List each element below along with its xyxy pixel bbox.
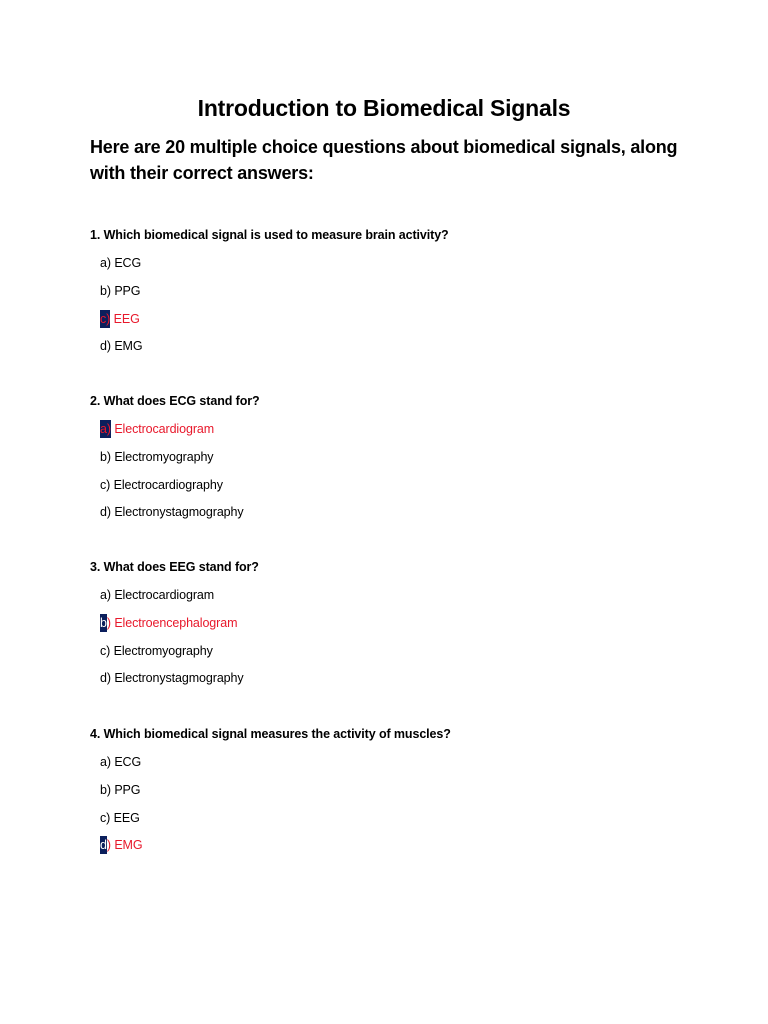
option-letter: c) — [100, 643, 111, 658]
option-letter: a) — [100, 256, 111, 270]
option-text: Electronystagmography — [114, 671, 244, 686]
option-text: EMG — [114, 339, 143, 354]
option-list — [90, 753, 730, 854]
option-letter-highlight: d — [100, 838, 107, 853]
option-text: Electromyography — [114, 449, 214, 464]
option-list — [90, 420, 730, 521]
option-c — [100, 642, 730, 660]
option-text: Electrocardiography — [113, 477, 223, 492]
question-text: 4. Which biomedical signal measures the activity of muscles? — [90, 727, 451, 741]
option-text: EEG — [113, 810, 140, 825]
option-text: ECG — [114, 755, 142, 769]
option-text: Electrocardiogram — [114, 588, 215, 602]
option-letter: b) — [100, 449, 111, 464]
option-text: PPG — [114, 283, 141, 298]
option-letter-highlight: c) — [100, 311, 111, 326]
option-a — [100, 254, 730, 272]
question-2 — [90, 392, 730, 531]
option-d — [100, 669, 730, 687]
question-3 — [90, 558, 730, 697]
correct-answer-text: Electroencephalogram — [114, 615, 238, 630]
document-intro: Here are 20 multiple choice questions about biomedical signals, along with their correct answers: — [90, 137, 678, 183]
option-list — [90, 586, 730, 687]
option-text: ECG — [114, 256, 142, 270]
option-a — [100, 586, 730, 604]
question-1 — [90, 226, 730, 365]
correct-answer-text: EEG — [113, 311, 140, 326]
option-letter: a) — [100, 755, 111, 769]
option-d — [100, 337, 730, 355]
option-text: Electromyography — [113, 643, 213, 658]
option-d-correct: d) EMG — [100, 838, 143, 853]
option-letter: a) — [100, 588, 111, 602]
option-letter: c) — [100, 810, 111, 825]
option-letter-highlight: b — [100, 615, 107, 630]
option-d — [100, 503, 730, 521]
question-4 — [90, 725, 730, 864]
option-letter: b) — [100, 782, 111, 797]
question-text: 2. What does ECG stand for? — [90, 394, 260, 408]
option-letter-highlight: a) — [100, 422, 111, 436]
option-a-correct — [100, 420, 730, 438]
option-letter: c) — [100, 477, 111, 492]
correct-answer-text: EMG — [114, 838, 143, 853]
option-list — [90, 254, 730, 355]
question-text: 3. What does EEG stand for? — [90, 560, 259, 574]
option-c — [100, 809, 730, 827]
option-letter: d) — [100, 671, 111, 686]
document-title: Introduction to Biomedical Signals — [197, 95, 571, 121]
option-b-correct: b) Electroencephalogram — [100, 615, 238, 630]
option-c — [100, 476, 730, 494]
option-b — [100, 448, 730, 466]
option-a — [100, 753, 730, 771]
option-letter: d) — [100, 505, 111, 520]
option-text: PPG — [114, 782, 141, 797]
option-letter: b) — [100, 283, 111, 298]
option-b — [100, 282, 730, 300]
question-text: 1. Which biomedical signal is used to measure brain activity? — [90, 228, 449, 242]
option-c-correct — [100, 310, 730, 328]
correct-answer-text: Electrocardiogram — [114, 422, 215, 436]
option-text: Electronystagmography — [114, 505, 244, 520]
option-letter: d) — [100, 339, 111, 354]
option-b — [100, 781, 730, 799]
